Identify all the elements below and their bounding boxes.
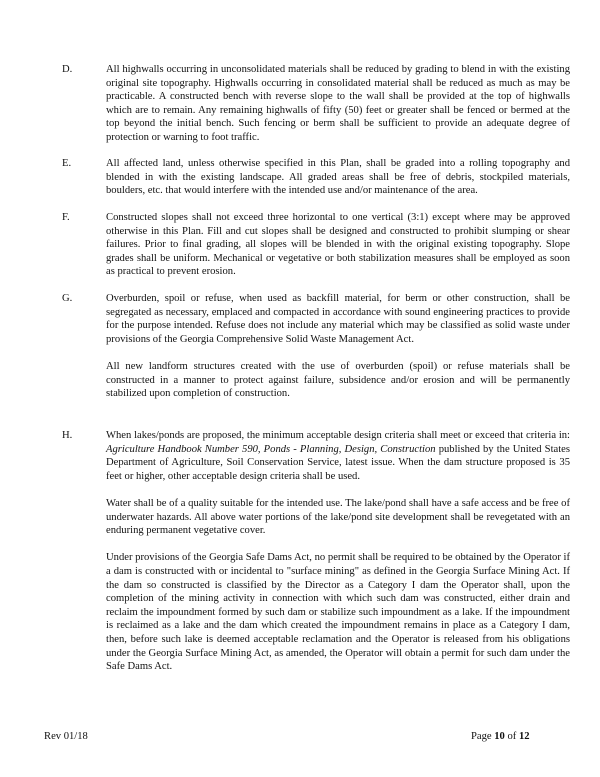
section-body [106, 292, 570, 401]
footer-revision: Rev 01/18 [44, 731, 88, 742]
section-letter: F. [62, 212, 70, 223]
of-word: of [507, 731, 517, 742]
section-letter: H. [62, 430, 73, 441]
paragraph: All new landform structures created with the use of overburden (spoil) or refuse materials shall be constructed in a manner to protect against failure, subsidence and/or erosion and will be permanently stabilized upon completion of construction. [106, 360, 570, 400]
page-word: Page [471, 731, 492, 742]
section-body [106, 211, 570, 279]
paragraph: All affected land, unless otherwise specified in this Plan, shall be graded into a rolling topography and blended in with the existing landscape. All graded areas shall be free of debris, stockpiled materials, boulders, etc. that would interfere with the intended use and/or maintenance of the area. [106, 158, 570, 197]
section-body [106, 157, 570, 198]
paragraph [106, 429, 570, 483]
section-body [106, 429, 570, 674]
section-body [106, 63, 570, 145]
paragraph: All highwalls occurring in unconsolidated materials shall be reduced by grading to blend in with the existing original site topography. Highwalls occurring in consolidated material shall be reduced as much as may be practicable. A constructed bench with reverse slope to the wall shall be provided at the top of highwalls which are to remain. Any remaining highwalls of fifty (50) feet or greater shall be fenced or bermed at the top beyond the initial bench. Such fencing or berm shall be sufficient to provide an adequate degree of protection or warning to foot traffic. [106, 64, 570, 143]
section-letter: E. [62, 158, 72, 169]
footer-page-number [471, 730, 530, 743]
paragraph: Overburden, spoil or refuse, when used as backfill material, for berm or other construction, shall be segregated as necessary, emplaced and compacted in accordance with sound engineering practices to provide for the purpose intended. Refuse does not include any material which may be classified as solid waste under provisions of the Georgia Comprehensive Solid Waste Management Act. [106, 293, 570, 345]
section-letter: G. [62, 293, 73, 304]
current-page: 10 [494, 731, 505, 742]
paragraph-text: published by the United States Department of Agriculture, Soil Conservation Service, latest issue. When the dam structure proposed is 35 feet or higher, other acceptable design criteria shall be used. [106, 443, 570, 482]
paragraph: Constructed slopes shall not exceed three horizontal to one vertical (3:1) except where may be approved otherwise in this Plan. Fill and cut slopes shall be designed and constructed to prohibit slumping or shear failures. Prior to final grading, all slopes will be blended in with the original existing topography. Slope grades shall be uniform. Mechanical or vegetative or both stabilization measures shall be employed as soon as practical to prevent erosion. [106, 212, 570, 278]
total-pages: 12 [518, 731, 530, 742]
section-letter: D. [62, 64, 73, 75]
handbook-title: Agriculture Handbook Number 590, Ponds - Planning, Design, Construction [106, 443, 436, 455]
paragraph: Water shall be of a quality suitable for the intended use. The lake/pond shall have a safe access and be free of underwater hazards. All above water portions of the lake/pond site development shall be revegetated with an enduring permanent vegetative cover. [106, 497, 570, 537]
paragraph: Under provisions of the Georgia Safe Dams Act, no permit shall be required to be obtained by the Operator if a dam is constructed with or incidental to "surface mining" as defined in the Georgia Surface Mining Act. If the dam so constructed is classified by the Director as a Category I dam the Operator shall, upon the completion of the mining activity in connection with which such dam was constructed, either drain and reclaim the impoundment formed by such dam or stabilize such impoundment as a lake. If the impoundment is reclaimed as a lake and the dam which created the impoundment remains in place as a Category I dam, then, before such lake is deemed acceptable reclamation and the Operator is released from his obligations under the Georgia Surface Mining Act, as amended, the Operator will obtain a permit for such dam under the Safe Dams Act. [106, 552, 570, 673]
paragraph-text: When lakes/ponds are proposed, the minimum acceptable design criteria shall meet or exceed that criteria in: [106, 430, 570, 441]
